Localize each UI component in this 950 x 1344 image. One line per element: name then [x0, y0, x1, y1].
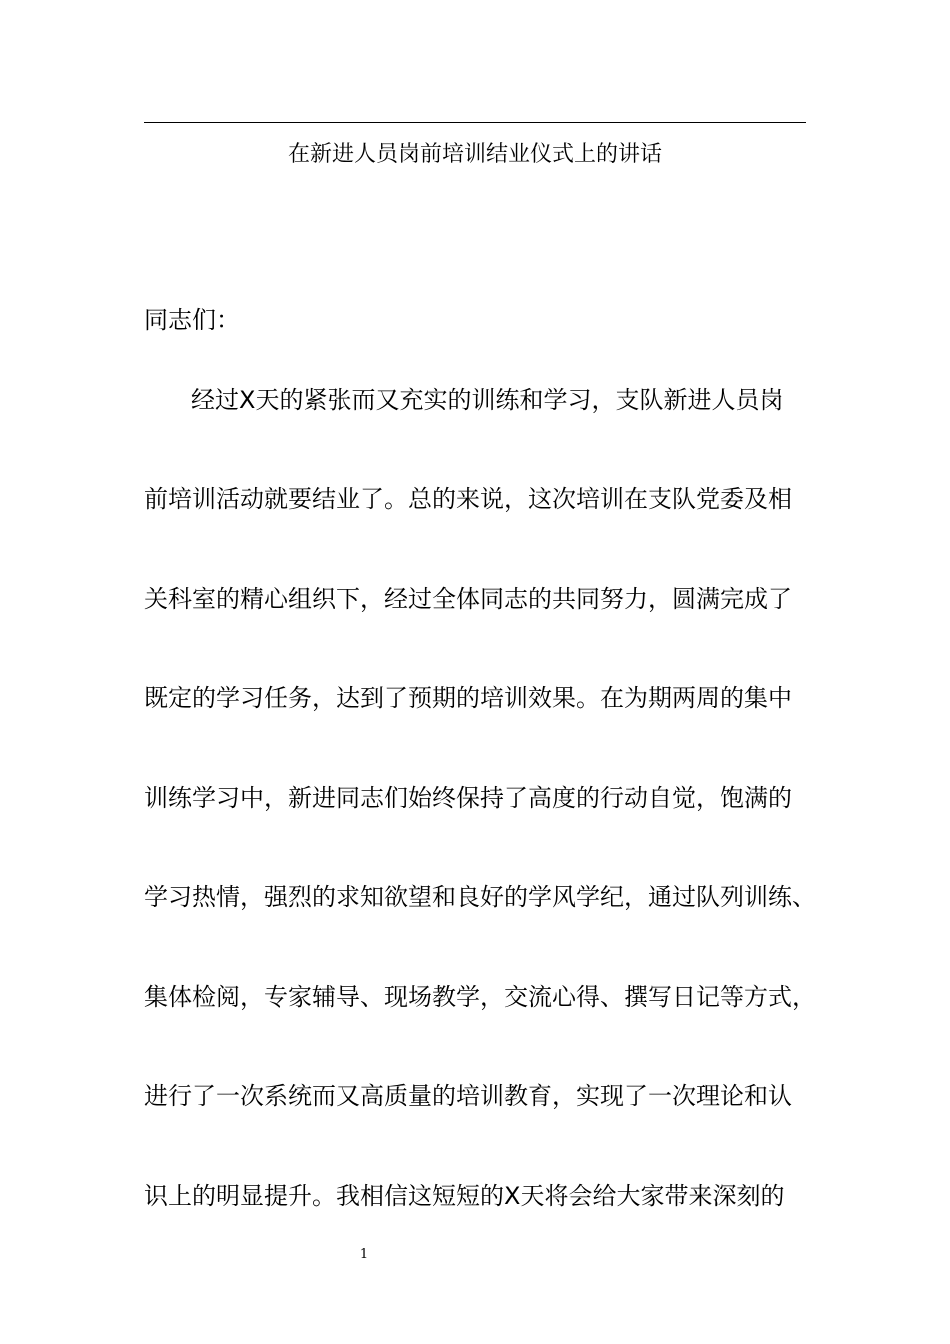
- body-text-line: 关科室的精心组织下，经过全体同志的共同努力，圆满完成了: [144, 585, 792, 613]
- body-text-line: 既定的学习任务，达到了预期的培训效果。在为期两周的集中: [144, 684, 792, 712]
- page-number: 1: [359, 1247, 369, 1262]
- body-text-line: 训练学习中，新进同志们始终保持了高度的行动自觉，饱满的: [144, 784, 792, 812]
- body-text-line: 进行了一次系统而又高质量的培训教育，实现了一次理论和认: [144, 1082, 792, 1110]
- body-text-line: 集体检阅，专家辅导、现场教学，交流心得、撰写日记等方式，: [144, 983, 816, 1011]
- body-text-line: 经过X天的紧张而又充实的训练和学习，支队新进人员岗: [191, 386, 784, 414]
- document-title: 在新进人员岗前培训结业仪式上的讲话: [287, 142, 662, 167]
- body-text-line: 学习热情，强烈的求知欲望和良好的学风学纪，通过队列训练、: [144, 883, 816, 911]
- header-rule: [144, 122, 806, 123]
- body-text-line: 识上的明显提升。我相信这短短的X天将会给大家带来深刻的: [144, 1182, 785, 1210]
- salutation: 同志们：: [144, 306, 240, 334]
- body-text-line: 前培训活动就要结业了。总的来说，这次培训在支队党委及相: [144, 485, 792, 513]
